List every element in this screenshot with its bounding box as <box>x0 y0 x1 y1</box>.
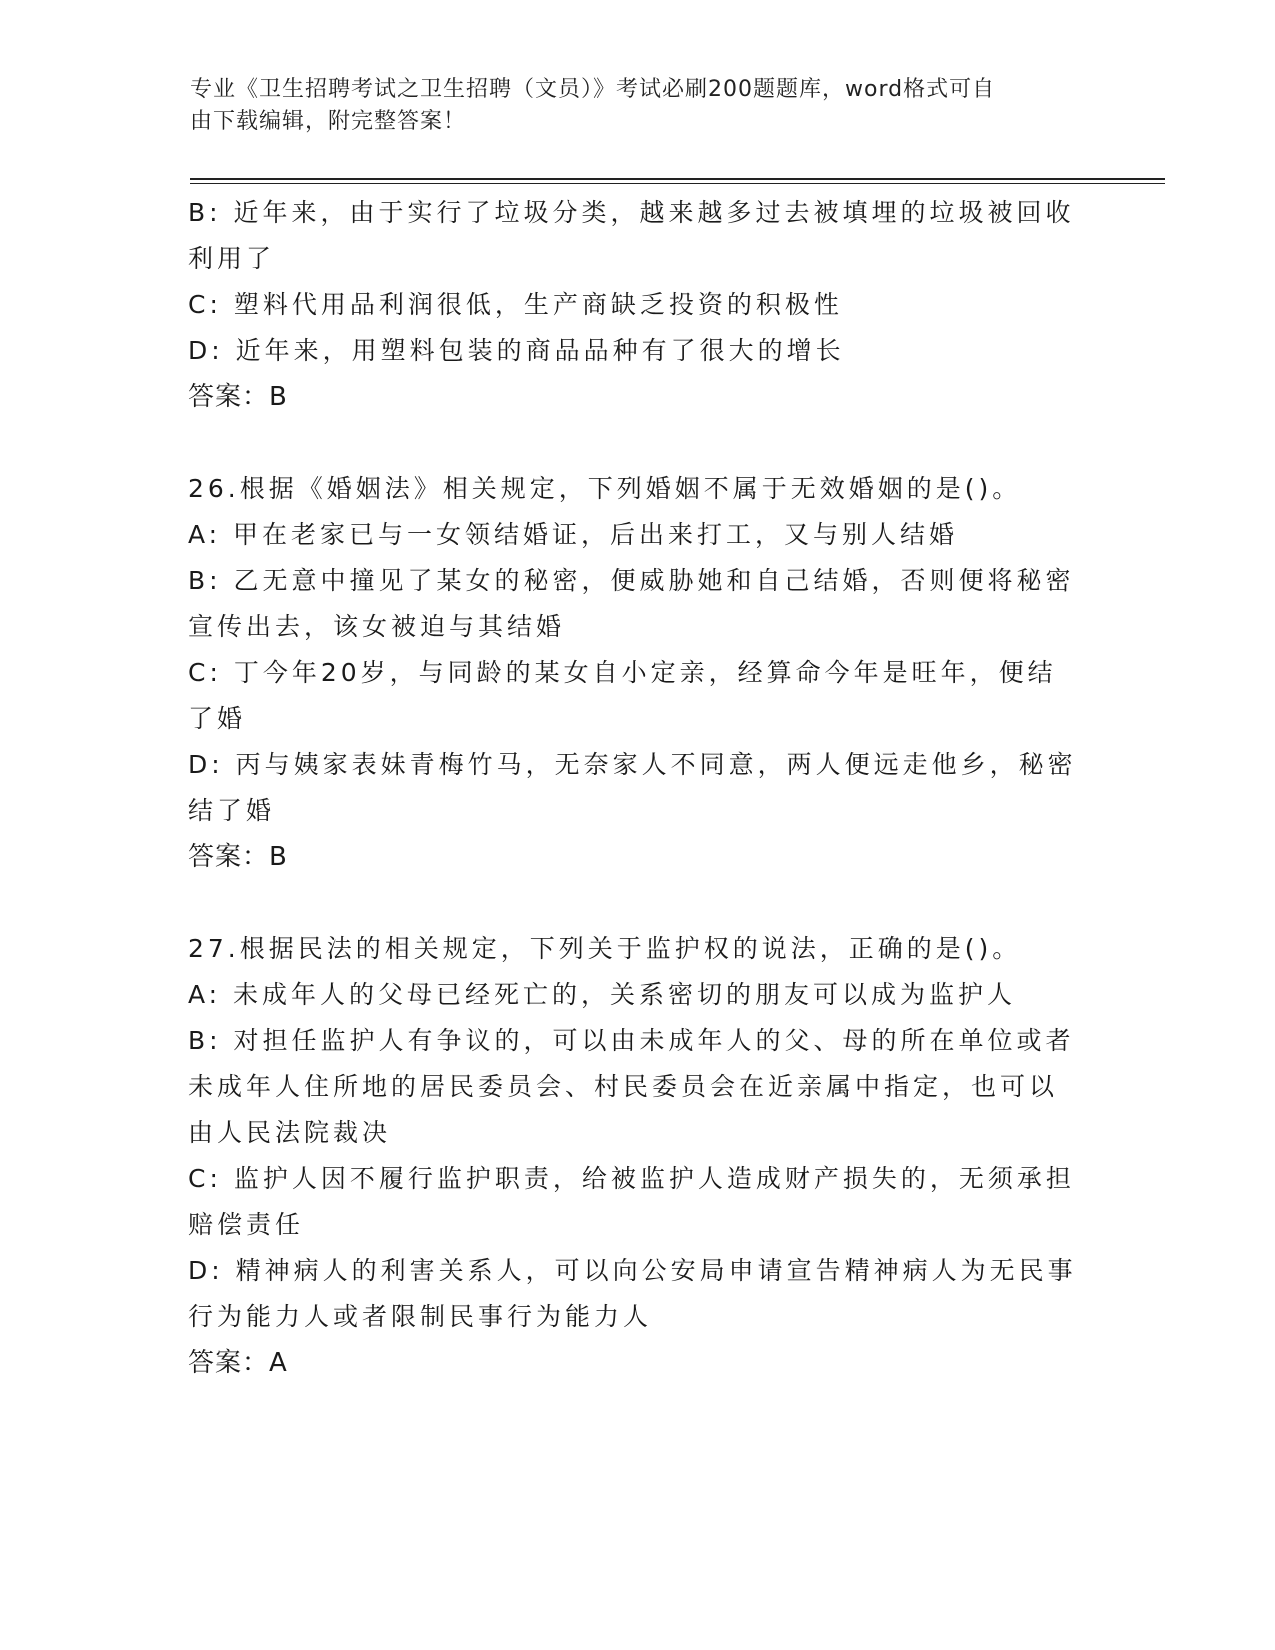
answer: 答案：B <box>188 382 288 412</box>
document-header <box>190 74 1090 138</box>
document-body <box>188 190 1088 1386</box>
question-stem: 27.根据民法的相关规定，下列关于监护权的说法，正确的是()。 <box>188 934 1022 963</box>
option-b-line-1: B: 近年来，由于实行了垃圾分类，越来越多过去被填埋的垃圾被回收 <box>188 198 1075 227</box>
spacer <box>188 420 1088 466</box>
option-b-line-2: 利用了 <box>188 244 276 273</box>
option-b-line-3: 由人民法院裁决 <box>188 1118 392 1147</box>
header-divider-thin <box>190 183 1165 184</box>
option-c: C: 塑料代用品利润很低，生产商缺乏投资的积极性 <box>188 290 843 319</box>
header-line-2: 由下载编辑，附完整答案！ <box>190 109 467 134</box>
option-c-line-2: 了婚 <box>188 704 247 733</box>
option-b-line-1: B: 对担任监护人有争议的，可以由未成年人的父、母的所在单位或者 <box>188 1026 1075 1055</box>
option-c-line-1: C: 丁今年20岁，与同龄的某女自小定亲，经算命今年是旺年，便结 <box>188 658 1057 687</box>
question-27 <box>188 926 1088 1386</box>
question-26 <box>188 466 1088 880</box>
option-b-line-2: 宣传出去，该女被迫与其结婚 <box>188 612 566 641</box>
option-b-line-2: 未成年人住所地的居民委员会、村民委员会在近亲属中指定，也可以 <box>188 1072 1059 1101</box>
question-25 <box>188 190 1088 420</box>
option-a: A: 未成年人的父母已经死亡的，关系密切的朋友可以成为监护人 <box>188 980 1017 1009</box>
question-stem: 26.根据《婚姻法》相关规定，下列婚姻不属于无效婚姻的是()。 <box>188 474 1022 503</box>
option-d-line-2: 结了婚 <box>188 796 276 825</box>
option-b-line-1: B: 乙无意中撞见了某女的秘密，便威胁她和自己结婚，否则便将秘密 <box>188 566 1075 595</box>
option-d-line-2: 行为能力人或者限制民事行为能力人 <box>188 1302 653 1331</box>
option-d-line-1: D: 丙与姨家表妹青梅竹马，无奈家人不同意，两人便远走他乡，秘密 <box>188 750 1077 779</box>
answer: 答案：A <box>188 1348 288 1378</box>
header-divider-thick <box>190 178 1165 180</box>
spacer <box>188 880 1088 926</box>
option-d: D: 近年来，用塑料包装的商品品种有了很大的增长 <box>188 336 845 365</box>
answer: 答案：B <box>188 842 288 872</box>
option-a: A: 甲在老家已与一女领结婚证，后出来打工，又与别人结婚 <box>188 520 959 549</box>
option-c-line-1: C: 监护人因不履行监护职责，给被监护人造成财产损失的，无须承担 <box>188 1164 1075 1193</box>
option-c-line-2: 赔偿责任 <box>188 1210 305 1239</box>
option-d-line-1: D: 精神病人的利害关系人，可以向公安局申请宣告精神病人为无民事 <box>188 1256 1077 1285</box>
header-line-1: 专业《卫生招聘考试之卫生招聘（文员）》考试必刷200题题库，word格式可自 <box>190 77 996 102</box>
